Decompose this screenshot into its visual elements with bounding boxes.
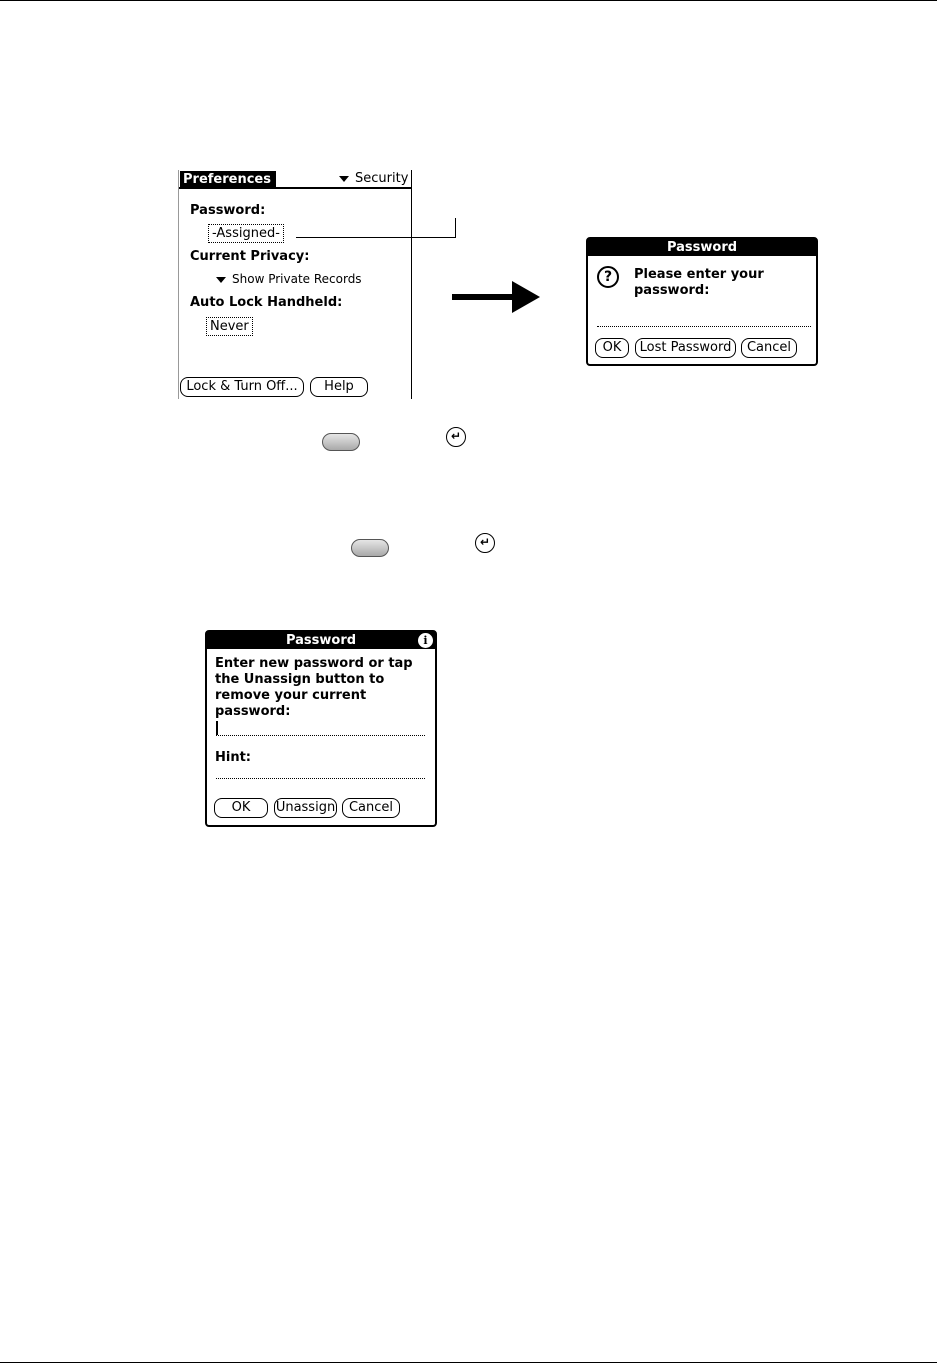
dialog-title: Password xyxy=(207,632,435,649)
hint-input[interactable] xyxy=(216,778,425,779)
category-picker[interactable] xyxy=(339,171,408,187)
help-button[interactable]: Help xyxy=(310,377,368,397)
dialog-message: Please enter your password: xyxy=(634,267,764,298)
ok-button[interactable]: OK xyxy=(595,338,629,358)
new-password-dialog xyxy=(205,630,437,827)
hint-label: Hint: xyxy=(215,750,252,765)
password-label: Password: xyxy=(190,203,266,218)
preferences-title: Preferences xyxy=(180,171,276,189)
dialog-message: Enter new password or tap the Unassign button to remove your current password: xyxy=(215,656,413,719)
scroll-button-icon xyxy=(322,433,360,451)
callout-line-vertical xyxy=(455,218,456,238)
unassign-button[interactable]: Unassign xyxy=(274,798,337,818)
callout-line-horizontal xyxy=(296,237,456,238)
password-input[interactable] xyxy=(597,326,811,327)
privacy-label: Current Privacy: xyxy=(190,249,310,264)
password-field[interactable]: -Assigned- xyxy=(208,224,284,243)
question-icon: ? xyxy=(597,266,619,288)
dropdown-triangle-icon xyxy=(339,176,349,182)
dialog-title: Password xyxy=(588,239,816,256)
lock-turn-off-button[interactable]: Lock & Turn Off... xyxy=(180,377,304,397)
top-rule xyxy=(0,0,937,1)
dropdown-triangle-icon xyxy=(216,277,226,283)
enter-password-dialog xyxy=(586,237,818,366)
arrow-right-icon xyxy=(452,281,542,313)
privacy-picker[interactable] xyxy=(216,271,362,287)
privacy-picker-label: Show Private Records xyxy=(232,272,362,286)
text-cursor xyxy=(216,721,218,735)
preferences-screen xyxy=(178,170,412,399)
lost-password-button[interactable]: Lost Password xyxy=(635,338,736,358)
enter-stroke-icon: ↵ xyxy=(475,533,495,553)
scroll-button-icon xyxy=(351,539,389,557)
cancel-button[interactable]: Cancel xyxy=(342,798,400,818)
info-icon[interactable]: i xyxy=(418,633,433,648)
bottom-rule xyxy=(0,1362,937,1363)
enter-stroke-icon: ↵ xyxy=(446,427,466,447)
ok-button[interactable]: OK xyxy=(214,798,268,818)
autolock-label: Auto Lock Handheld: xyxy=(190,295,343,310)
cancel-button[interactable]: Cancel xyxy=(741,338,797,358)
new-password-input[interactable] xyxy=(216,735,425,736)
category-picker-label: Security xyxy=(355,171,409,186)
autolock-field[interactable]: Never xyxy=(206,317,253,336)
